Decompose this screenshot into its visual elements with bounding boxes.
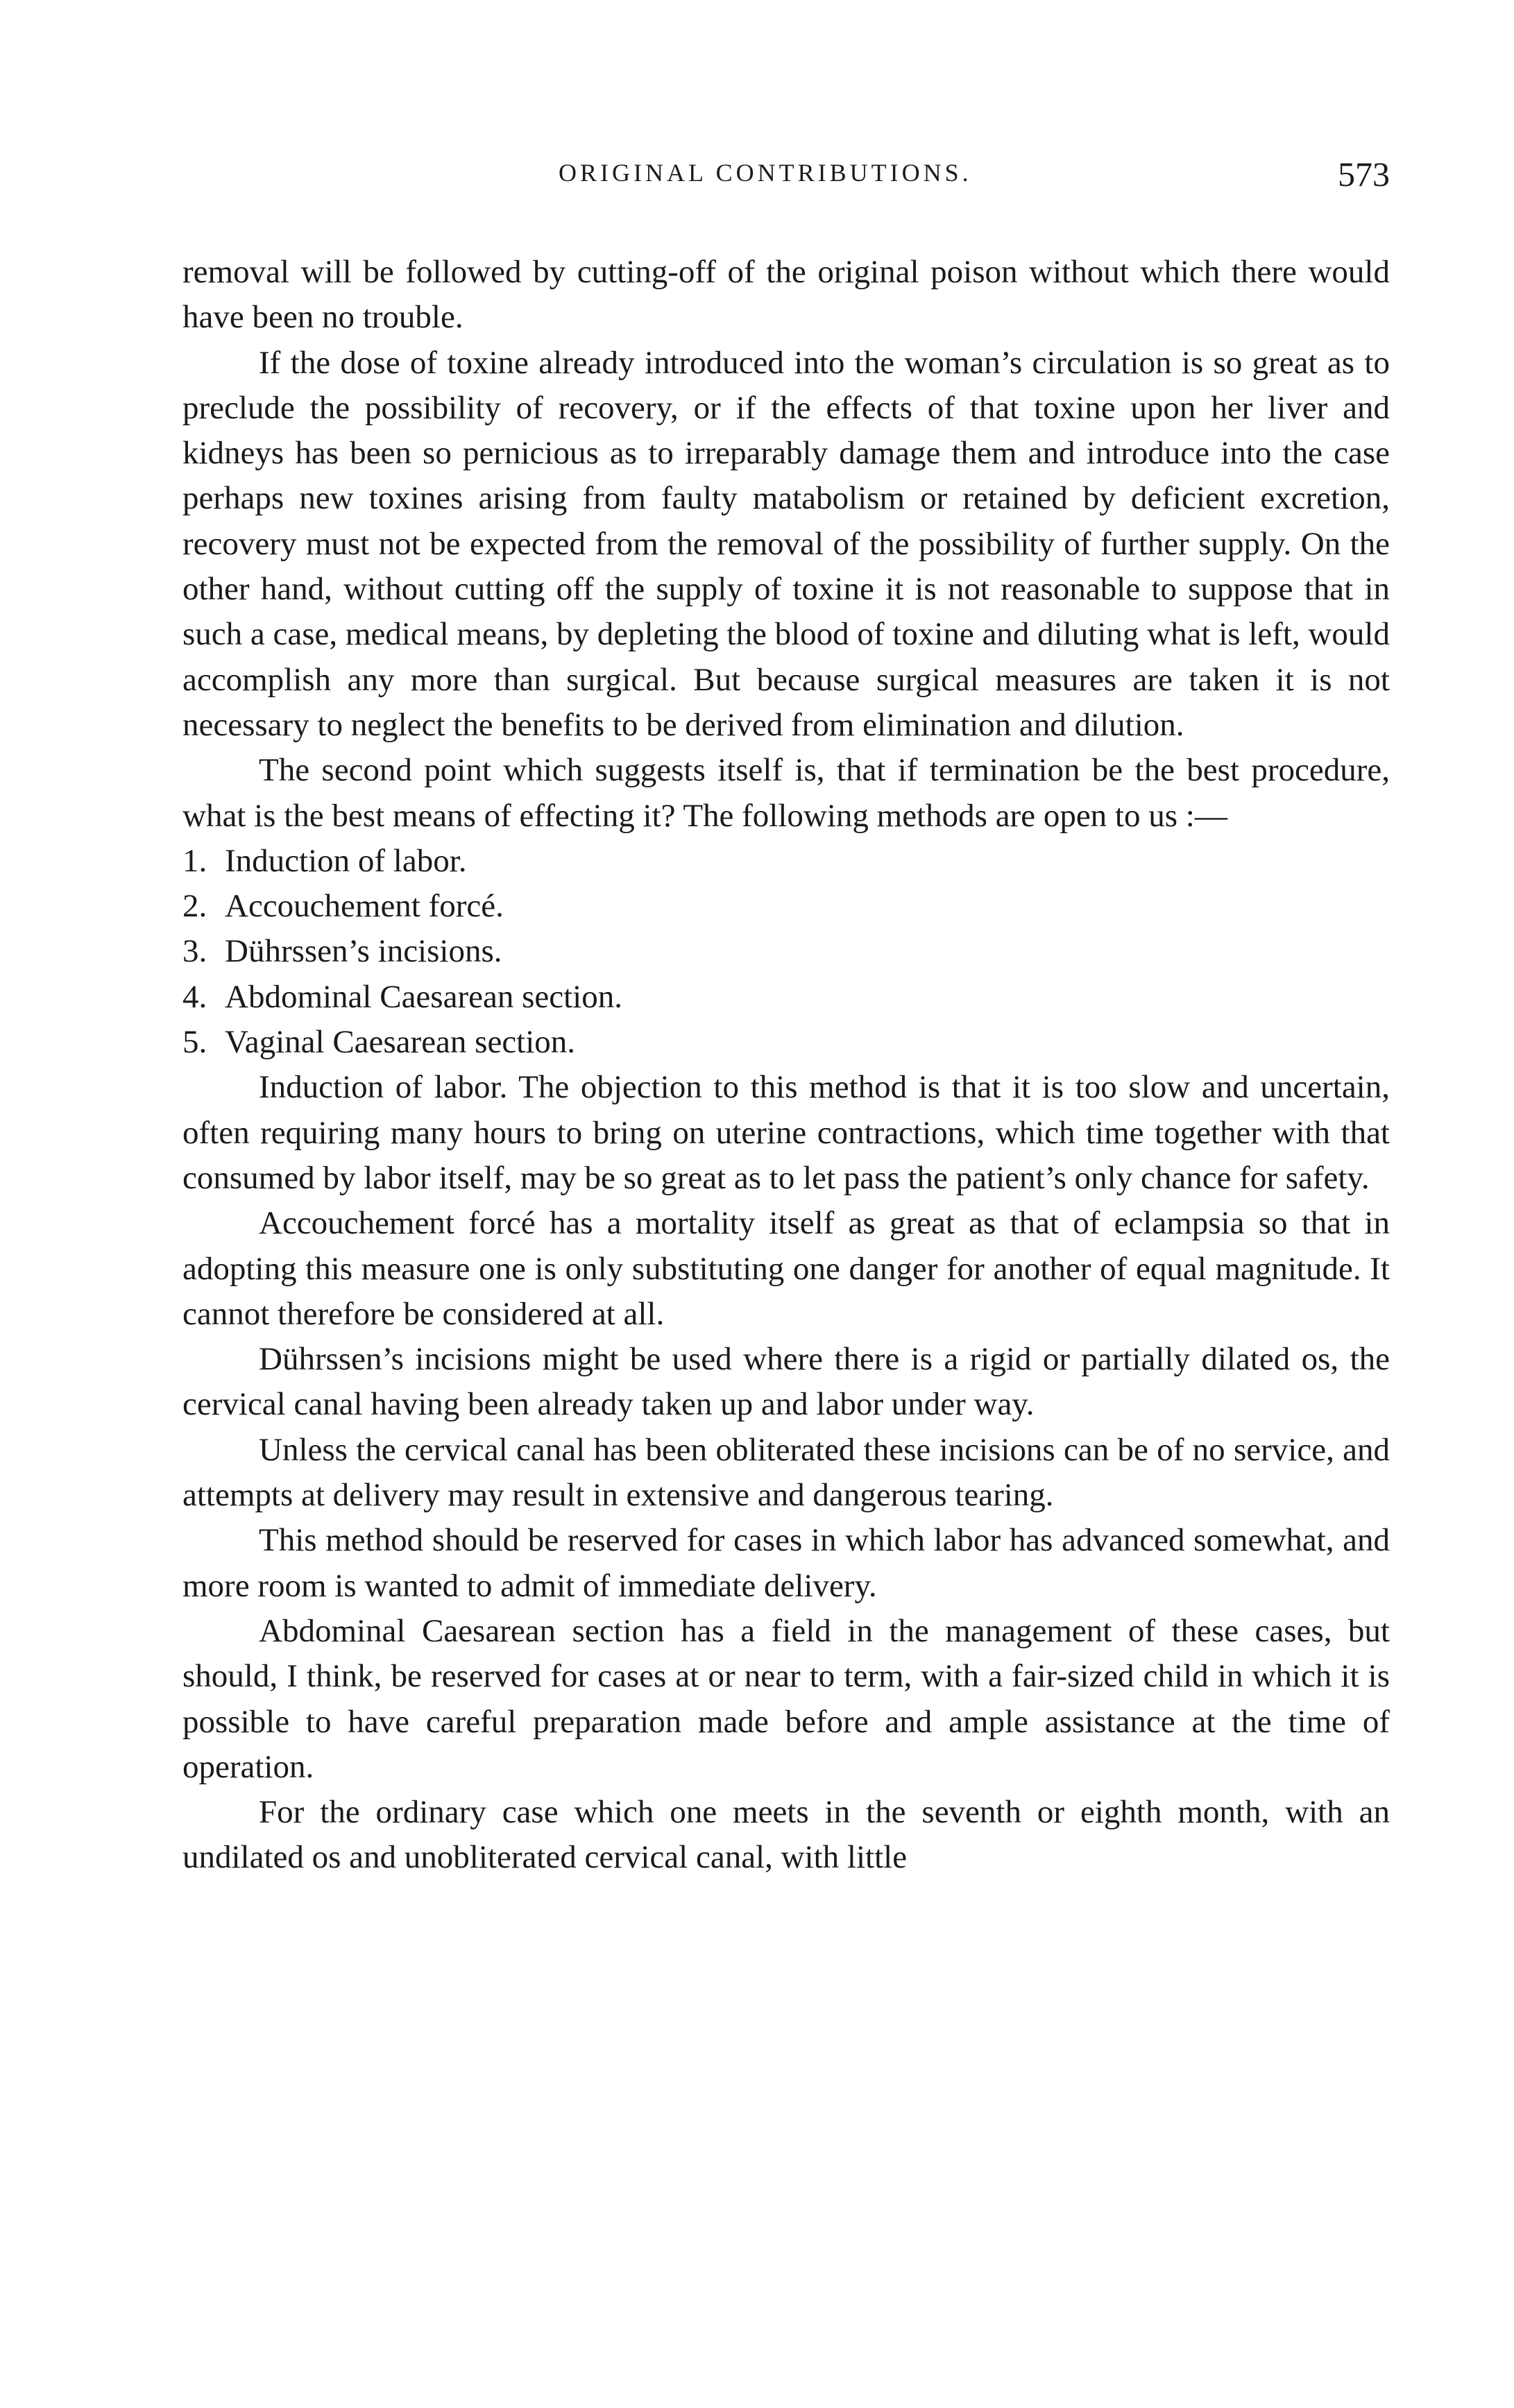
- paragraph-5: Accouchement forcé has a mortality itself as great as that of eclampsia so that in adopting this measure one is only substituting one danger for another of equal magnitude. It cannot therefore be considered at all.: [182, 1205, 1390, 1332]
- list-item-text: Induction of labor.: [225, 842, 467, 879]
- list-item-number: 4.: [182, 978, 207, 1015]
- paragraph-7: Unless the cervical canal has been obliterated these incisions can be of no service, and attempts at delivery may result in extensive and dangerous tearing.: [182, 1431, 1390, 1514]
- list-item-number: 2.: [182, 888, 207, 925]
- list-item: [182, 975, 1390, 1020]
- paragraph-1: removal will be followed by cutting-off of the original poison without which there would have been no trouble.: [182, 254, 1390, 336]
- body-text: [182, 250, 1390, 1881]
- paragraph-4: Induction of labor. The objection to this method is that it is too slow and uncertain, often requiring many hours to bring on uterine contractions, which time together with that consumed by labor itself, may be so great as to let pass the patient’s only chance for safety.: [182, 1069, 1390, 1196]
- running-head: [182, 155, 1390, 200]
- paragraph-2: If the dose of toxine already introduced into the woman’s circulation is so great as to preclude the possibility of recovery, or if the effects of that toxine upon her liver and kidneys has been so pernicious as to irreparably damage them and introduce into the case perhaps new toxines arising from faulty matabolism or retained by deficient excretion, recovery must not be expected from the removal of the possibility of further supply. On the other hand, without cutting off the supply of toxine it is not reasonable to suppose that in such a case, medical means, by depleting the blood of toxine and diluting what is left, would accomplish any more than surgical. But because surgical measures are taken it is not necessary to neglect the benefits to be derived from elimination and dilution.: [182, 344, 1390, 743]
- list-item: [182, 1020, 1390, 1065]
- list-item-number: 3.: [182, 933, 207, 970]
- list-item-text: Vaginal Caesarean section.: [225, 1024, 576, 1061]
- list-item-text: Dührssen’s incisions.: [225, 933, 502, 970]
- paragraph-9: Abdominal Caesarean section has a field in the management of these cases, but should, I think, be reserved for cases at or near to term, with a fair-sized child in which it is possible to have careful preparation made before and ample assistance at the time of operation.: [182, 1612, 1390, 1785]
- list-item: [182, 929, 1390, 974]
- paragraph-3: The second point which suggests itself is, that if termination be the best procedure, what is the best means of effecting it? The following methods are open to us :—: [182, 752, 1390, 834]
- running-title: ORIGINAL CONTRIBUTIONS.: [559, 159, 972, 187]
- list-item: [182, 839, 1390, 884]
- list-item-text: Abdominal Caesarean section.: [225, 978, 622, 1015]
- list-item-number: 5.: [182, 1024, 207, 1061]
- list-item-text: Accouchement forcé.: [225, 888, 504, 925]
- page-number: 573: [1338, 155, 1390, 194]
- paragraph-10: For the ordinary case which one meets in the seventh or eighth month, with an undilated os and unobliterated cervical canal, with little: [182, 1794, 1390, 1876]
- paragraph-8: This method should be reserved for cases in which labor has advanced somewhat, and more room is wanted to admit of immediate delivery.: [182, 1522, 1390, 1604]
- paragraph-6: Dührssen’s incisions might be used where there is a rigid or partially dilated os, the cervical canal having been already taken up and labor under way.: [182, 1341, 1390, 1423]
- list-item-number: 1.: [182, 842, 207, 879]
- list-item: [182, 884, 1390, 929]
